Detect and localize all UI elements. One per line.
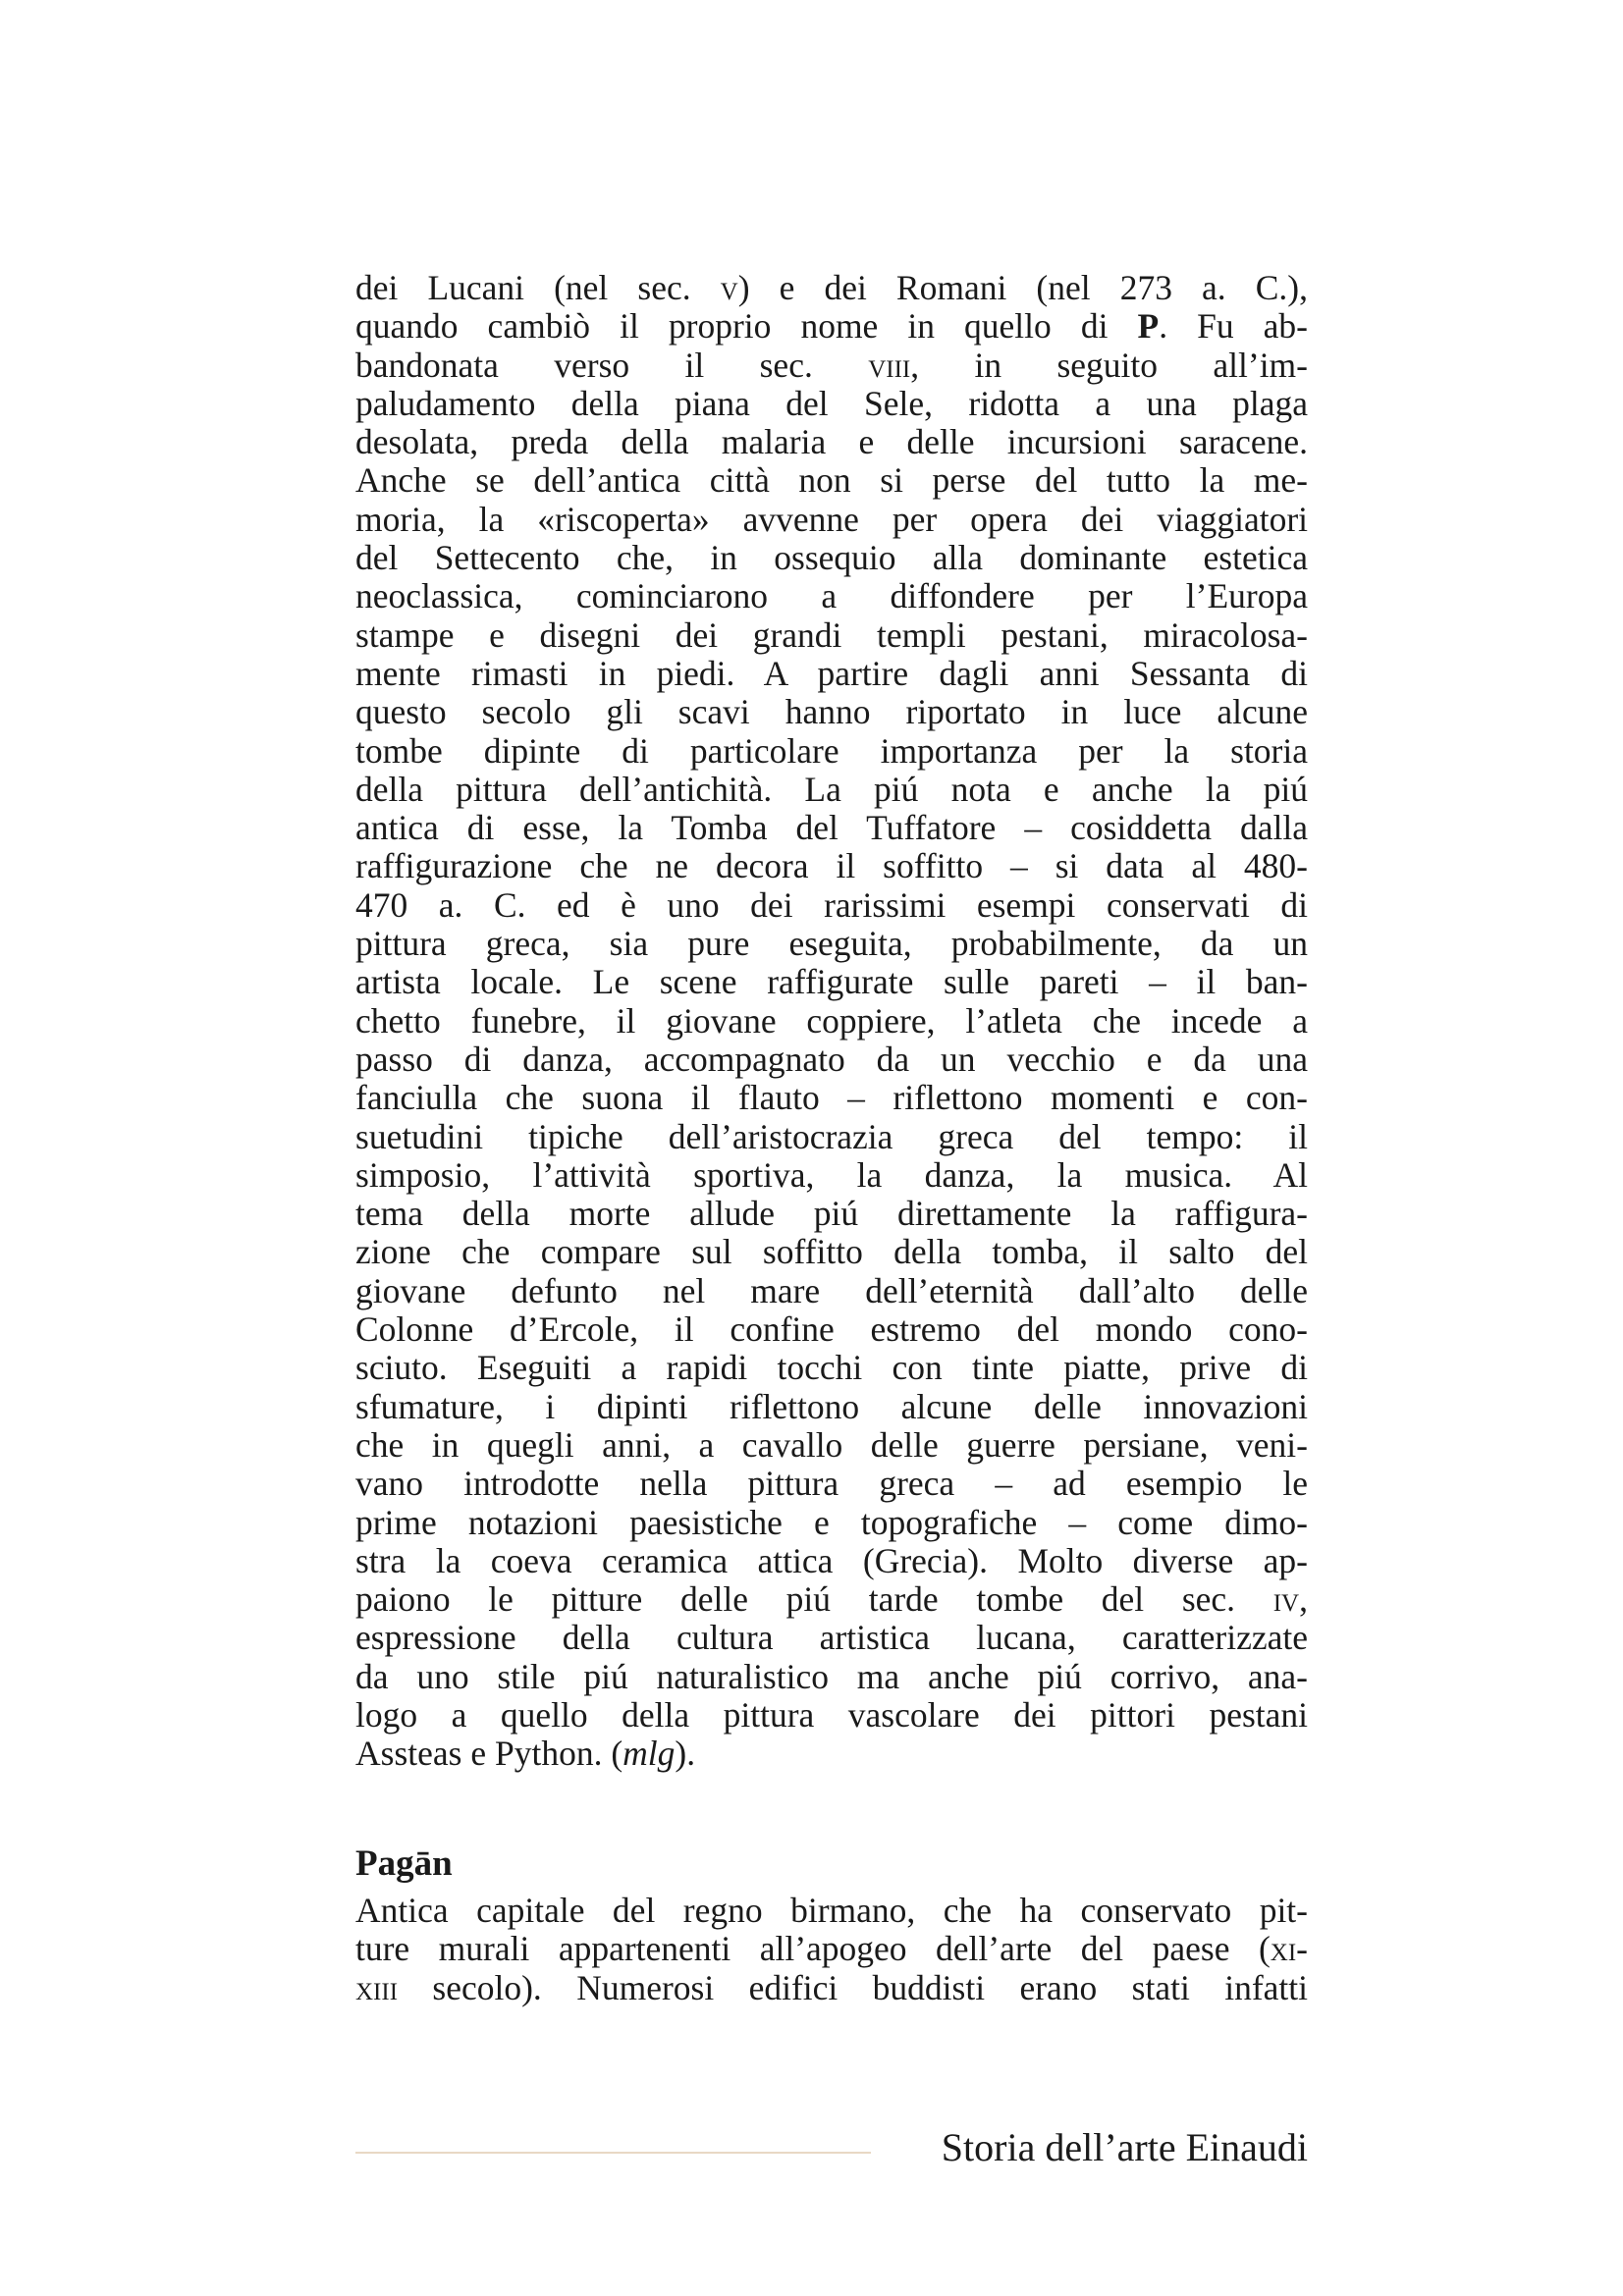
text-line — [355, 307, 1308, 346]
text-line — [355, 385, 1308, 423]
text-line — [355, 1426, 1308, 1465]
text-line — [355, 809, 1308, 847]
text-run: chetto funebre, il giovane coppiere, l’atleta che incede a — [355, 1000, 1308, 1041]
text-line — [355, 1580, 1308, 1619]
text-line — [355, 1388, 1308, 1426]
text-line — [355, 269, 1308, 307]
text-line — [355, 1041, 1308, 1079]
text-run: moria, la «riscoperta» avvenne per opera dei viaggiatori — [355, 499, 1308, 539]
text-line — [355, 1658, 1308, 1696]
text-line — [355, 1465, 1308, 1503]
text-line — [355, 1195, 1308, 1233]
text-line — [355, 616, 1308, 655]
text-run: prime notazioni paesistiche e topografiche – come dimo- — [355, 1502, 1308, 1542]
text-line — [355, 1542, 1308, 1580]
footer-publisher-title: Storia dell’arte Einaudi — [941, 2125, 1308, 2169]
text-line — [355, 732, 1308, 771]
text-line — [355, 1504, 1308, 1542]
roman-numeral: v — [720, 268, 738, 307]
text-line — [355, 847, 1308, 885]
text-line — [355, 1272, 1308, 1310]
text-run: del Settecento che, in ossequio alla dominante estetica — [355, 538, 1308, 578]
text-line — [355, 963, 1308, 1001]
text-line — [355, 501, 1308, 539]
text-run: quando cambiò il proprio nome in quello di — [355, 306, 1138, 347]
entry-heading: Pagān — [355, 1843, 453, 1884]
bold-abbreviation: P — [1137, 306, 1160, 347]
text-run: Colonne d’Ercole, il confine estremo del mondo cono- — [355, 1309, 1308, 1350]
text-run: - — [1296, 1929, 1308, 1969]
text-line — [355, 347, 1308, 385]
text-line — [355, 693, 1308, 731]
text-run: vano introdotte nella pittura greca – ad esempio le — [355, 1464, 1308, 1504]
text-line — [355, 1349, 1308, 1387]
entry-body-text — [355, 1892, 1308, 2007]
footer-rule — [355, 2152, 871, 2154]
text-run: ture murali appartenenti all’apogeo dell’arte del paese ( — [355, 1929, 1271, 1969]
text-run: , — [1299, 1579, 1308, 1620]
text-line — [355, 886, 1308, 925]
text-line — [355, 1310, 1308, 1349]
text-run: sfumature, i dipinti riflettono alcune delle innovazioni — [355, 1386, 1308, 1426]
text-run: antica di esse, la Tomba del Tuffatore – cosiddetta dalla — [355, 808, 1308, 848]
text-run: sciuto. Eseguiti a rapidi tocchi con tinte piatte, prive di — [355, 1348, 1308, 1388]
text-run: espressione della cultura artistica lucana, caratterizzate — [355, 1618, 1308, 1658]
text-run: simposio, l’attività sportiva, la danza, la musica. Al — [355, 1154, 1308, 1195]
text-line — [355, 925, 1308, 963]
roman-numeral: viii — [868, 345, 911, 385]
text-run: paludamento della piana del Sele, ridotta a una plaga — [355, 383, 1308, 423]
text-run: Antica capitale del regno birmano, che ha conservato pit- — [355, 1891, 1308, 1930]
text-run: giovane defunto nel mare dell’eternità dall’alto delle — [355, 1270, 1308, 1310]
text-run: Anche se dell’antica città non si perse del tutto la me- — [355, 460, 1308, 501]
text-run: passo di danza, accompagnato da un vecchio e da una — [355, 1039, 1308, 1079]
text-run: fanciulla che suona il flauto – riflettono momenti e con- — [355, 1078, 1308, 1118]
text-line — [355, 1696, 1308, 1735]
text-run: stra la coeva ceramica attica (Grecia). Molto diverse ap- — [355, 1540, 1308, 1580]
text-run: suetudini tipiche dell’aristocrazia greca del tempo: il — [355, 1116, 1308, 1156]
text-run: ) e dei Romani (nel 273 a. C.), — [737, 268, 1309, 307]
author-initials: mlg — [622, 1734, 676, 1774]
text-line — [355, 1892, 1308, 1930]
text-run: artista locale. Le scene raffigurate sulle pareti – il ban- — [355, 962, 1308, 1002]
text-line — [355, 1156, 1308, 1195]
text-run: 470 a. C. ed è uno dei rarissimi esempi conservati di — [355, 884, 1308, 925]
text-run: tombe dipinte di particolare importanza per la storia — [355, 730, 1308, 771]
article-continuation-text — [355, 269, 1308, 1774]
text-line — [355, 1002, 1308, 1041]
text-run: dei Lucani (nel sec. — [355, 268, 721, 307]
text-run: questo secolo gli scavi hanno riportato in luce alcune — [355, 692, 1308, 732]
text-line — [355, 1079, 1308, 1117]
text-run: che in quegli anni, a cavallo delle guerre persiane, veni- — [355, 1424, 1308, 1465]
text-run: , in seguito all’im- — [910, 345, 1308, 385]
text-run: Assteas e Python. ( — [355, 1734, 623, 1774]
text-line — [355, 461, 1308, 500]
text-line — [355, 577, 1308, 615]
roman-numeral: xiii — [355, 1967, 399, 2007]
text-run: della pittura dell’antichità. La piú nota e anche la piú — [355, 769, 1308, 809]
text-line — [355, 423, 1308, 461]
text-run: tema della morte allude piú direttamente la raffigura- — [355, 1194, 1308, 1234]
text-run: raffigurazione che ne decora il soffitto – si data al 480- — [355, 846, 1308, 886]
text-line — [355, 539, 1308, 577]
roman-numeral: iv — [1272, 1579, 1300, 1620]
text-run: logo a quello della pittura vascolare dei pittori pestani — [355, 1694, 1308, 1735]
text-run: neoclassica, cominciarono a diffondere per l’Europa — [355, 576, 1308, 616]
text-line — [355, 1619, 1308, 1657]
text-line — [355, 1118, 1308, 1156]
text-run: bandonata verso il sec. — [355, 345, 869, 385]
text-run: da uno stile piú naturalistico ma anche piú corrivo, ana- — [355, 1656, 1308, 1696]
text-run: stampe e disegni dei grandi templi pestani, miracolosa- — [355, 614, 1308, 655]
text-run: ). — [675, 1734, 696, 1774]
text-run: desolata, preda della malaria e delle incursioni saracene. — [355, 422, 1308, 462]
text-line — [355, 655, 1308, 693]
text-line — [355, 771, 1308, 809]
text-run: zione che compare sul soffitto della tomba, il salto del — [355, 1232, 1308, 1272]
text-line — [355, 1969, 1308, 2007]
text-line — [355, 1233, 1308, 1271]
text-run: secolo). Numerosi edifici buddisti erano stati infatti — [398, 1967, 1308, 2007]
text-run: paiono le pitture delle piú tarde tombe del sec. — [355, 1579, 1273, 1620]
text-line — [355, 1735, 1308, 1773]
text-run: pittura greca, sia pure eseguita, probabilmente, da un — [355, 924, 1308, 964]
roman-numeral: xi — [1270, 1929, 1297, 1969]
text-run: mente rimasti in piedi. A partire dagli anni Sessanta di — [355, 653, 1308, 693]
text-line — [355, 1930, 1308, 1968]
text-run: . Fu ab- — [1159, 306, 1308, 347]
